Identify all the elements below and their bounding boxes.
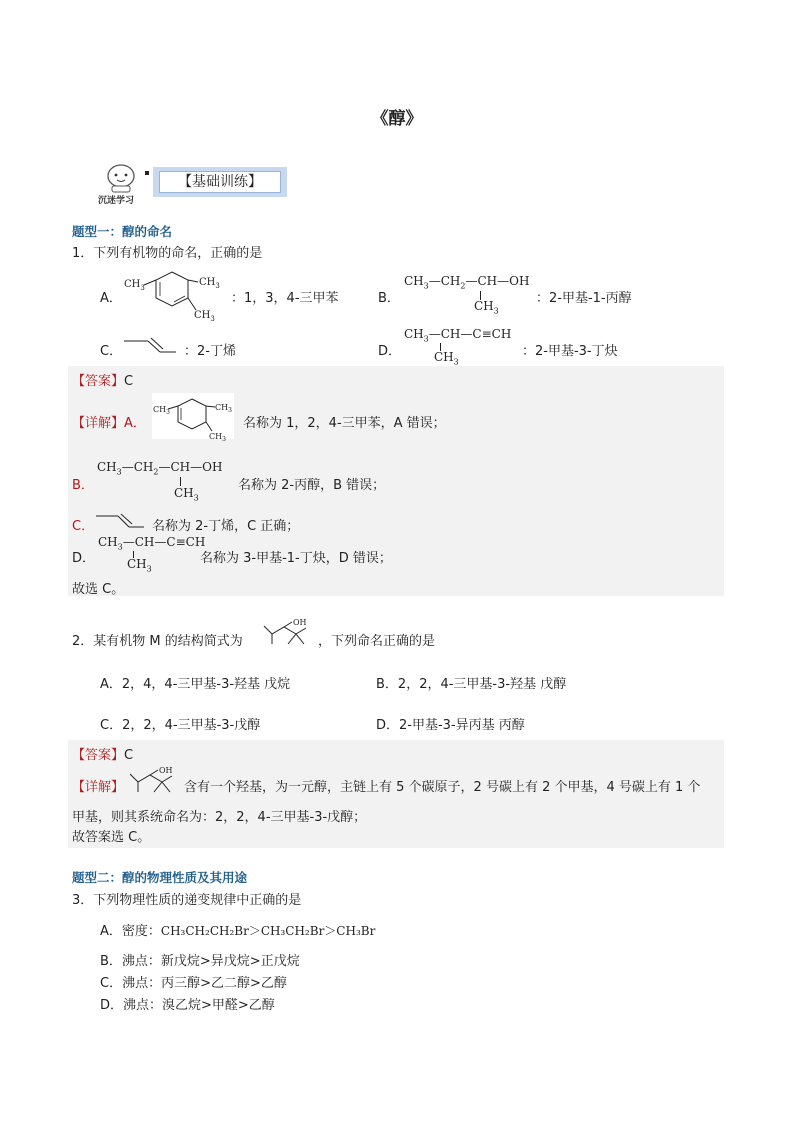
- badge-text: 【基础训练】: [159, 171, 281, 193]
- svg-text:OH: OH: [293, 618, 307, 627]
- separator-dot: [145, 171, 149, 175]
- q1-b-structure: $CH_3—CH_2—CH—OH$: [404, 274, 530, 291]
- section-badge: [153, 167, 287, 197]
- q3-option-c[interactable]: C．沸点：丙三醇>乙二醇>乙醇: [100, 976, 287, 991]
- question-1-stem: 1．下列有机物的命名，正确的是: [72, 246, 263, 261]
- q2-option-d[interactable]: D．2-甲基-3-异丙基 丙醇: [376, 718, 525, 733]
- svg-text:CH3: $CH_3$: [209, 432, 226, 443]
- q2-detail-label: 【详解】: [72, 780, 125, 795]
- q3-option-a[interactable]: A．密度：CH₃CH₂CH₂Br＞CH₃CH₂Br＞CH₃Br: [100, 924, 376, 939]
- q1-detail-b-label: B．: [72, 478, 94, 493]
- q1-option-c-text[interactable]: ：2-丁烯: [184, 344, 236, 359]
- q3-option-b[interactable]: B．沸点：新戊烷>异戊烷>正戊烷: [100, 954, 300, 969]
- q2-option-c[interactable]: C．2，2，4-三甲基-3-戊醇: [100, 718, 261, 733]
- section-heading-2: 题型二：醇的物理性质及其用途: [72, 870, 248, 885]
- q1-detail-a: 【详解】A．: [72, 416, 146, 431]
- butene-skeletal-structure: [122, 338, 178, 356]
- q1-detail-b-methyl: $CH_3$: [174, 486, 199, 503]
- q1-detail-d-structure: $CH_3—CH—C\equiv CH$: [98, 535, 206, 552]
- q1-b-methyl: $CH_3$: [474, 299, 499, 316]
- question-2-stem-post: ，下列命名正确的是: [318, 634, 436, 649]
- q1-detail-c-text: 名称为 2-丁烯，C 正确；: [152, 519, 300, 534]
- q2-option-a[interactable]: A．2，4，4-三甲基-3-羟基 戊烷: [100, 677, 291, 692]
- q2-detail-structure: [128, 766, 182, 796]
- q2-answer: 【答案】C: [72, 748, 134, 763]
- svg-text:CH3: $CH_3$: [215, 403, 232, 414]
- svg-text:CH3: $CH_3$: [124, 279, 145, 292]
- q3-option-d[interactable]: D．沸点：溴乙烷>甲醛>乙醇: [100, 998, 275, 1013]
- q1-option-d-text[interactable]: ：2-甲基-3-丁炔: [522, 344, 618, 359]
- q1-option-c-label: C．: [100, 344, 123, 359]
- q2-option-b[interactable]: B．2，2，4-三甲基-3-羟基 戊醇: [376, 677, 567, 692]
- q1-option-a-text[interactable]: ：1，3，4-三甲苯: [231, 291, 339, 306]
- q2-skeletal-structure: [262, 618, 318, 648]
- q1-answer: 【答案】C: [72, 374, 134, 389]
- svg-text:OH: OH: [159, 766, 173, 775]
- svg-text:CH3: $CH_3$: [153, 405, 170, 416]
- q2-detail-line-1: 含有一个羟基，为一元醇，主链上有 5 个碳原子，2 号碳上有 2 个甲基，4 号碳上有 1 个: [184, 780, 701, 795]
- q2-conclusion: 故答案选 C。: [72, 830, 151, 845]
- q1-conclusion: 故选 C。: [72, 582, 125, 597]
- svg-text:CH3: $CH_3$: [194, 310, 215, 323]
- q1-option-b-label: B．: [378, 291, 400, 306]
- q1-d-structure: $CH_3—CH—C\equiv CH$: [404, 327, 512, 344]
- q1-detail-a-text: 名称为 1，2，4-三甲苯，A 错误；: [243, 416, 446, 431]
- svg-text:CH3: $CH_3$: [199, 277, 220, 290]
- bond-line: [180, 477, 181, 486]
- q1-d-methyl: $CH_3$: [434, 350, 459, 367]
- q1-detail-d-methyl: $CH_3$: [127, 557, 152, 574]
- q1-detail-b-structure: $CH_3—CH_2—CH—OH$: [97, 460, 223, 477]
- q1-option-d-label: D．: [378, 344, 402, 359]
- q1-option-a-label: A．: [100, 291, 122, 306]
- q1-detail-c-label: C．: [72, 519, 95, 534]
- question-3-stem: 3．下列物理性质的递变规律中正确的是: [72, 893, 302, 908]
- q1-detail-b-text: 名称为 2-丙醇，B 错误；: [238, 478, 386, 493]
- q1-option-b-text[interactable]: ：2-甲基-1-丙醇: [536, 291, 632, 306]
- section-heading-1: 题型一：醇的命名: [72, 224, 173, 239]
- trimethylbenzene-structure: [122, 268, 222, 323]
- page-title: 《醇》: [371, 109, 423, 129]
- q1-detail-d-text: 名称为 3-甲基-1-丁炔，D 错误；: [200, 551, 392, 566]
- q2-detail-line-2: 甲基，则其系统命名为：2，2，4-三甲基-3-戊醇；: [72, 810, 367, 825]
- q1-detail-a-structure: [152, 393, 234, 443]
- question-2-stem-pre: 2．某有机物 M 的结构简式为: [72, 634, 243, 649]
- butene-skeletal-structure: [94, 514, 146, 530]
- mascot-label: 沉迷学习: [98, 196, 135, 206]
- q1-detail-d-label: D．: [72, 551, 96, 566]
